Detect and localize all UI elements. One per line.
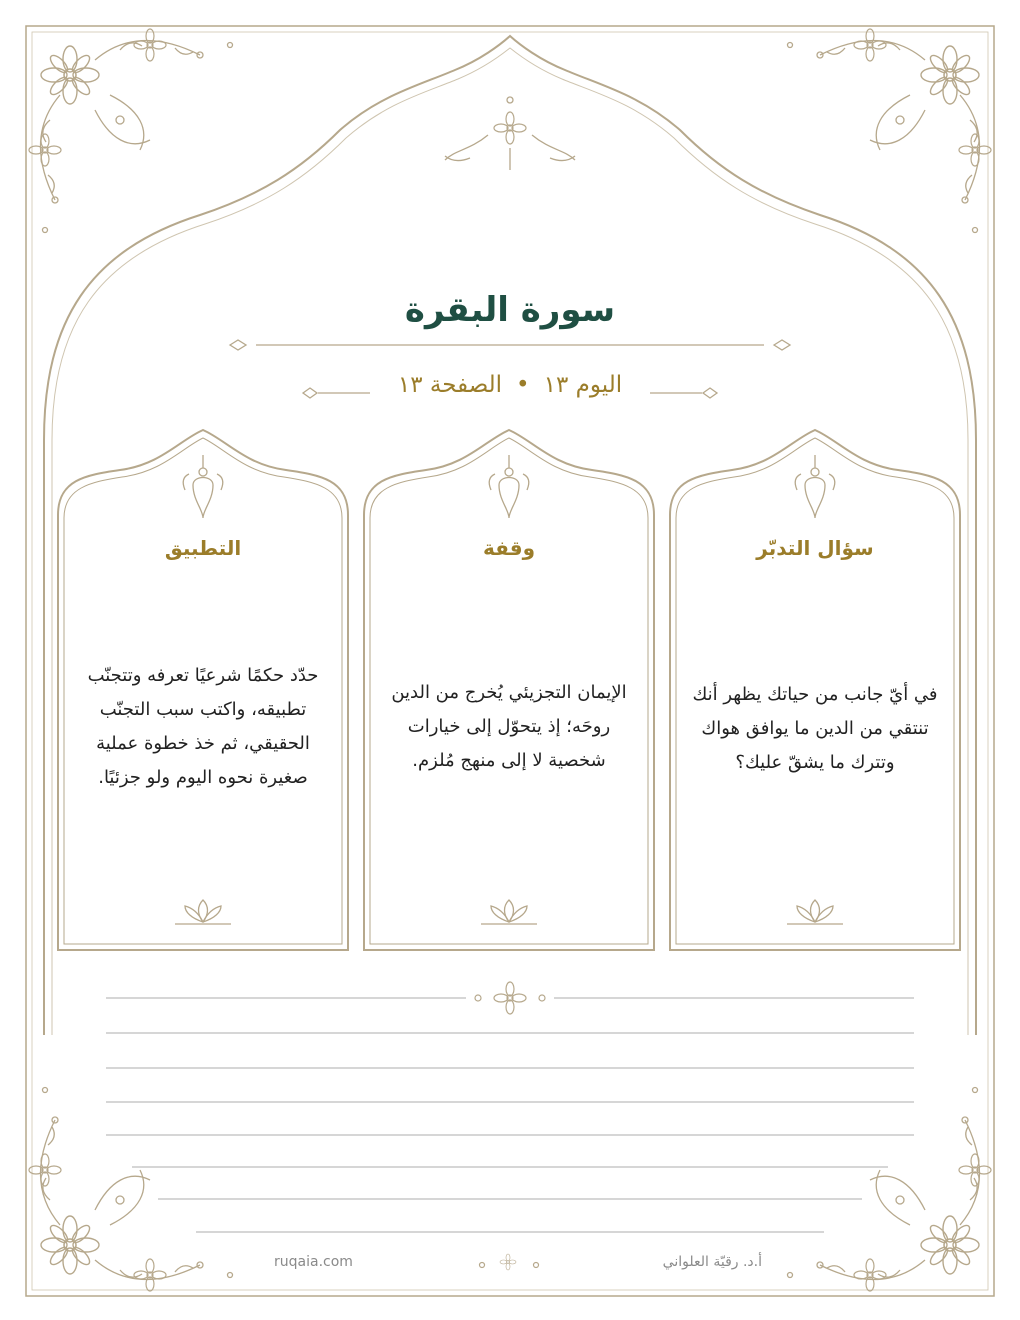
day-label: اليوم ١٣ (543, 372, 623, 398)
footer-website: ruqaia.com (274, 1254, 353, 1270)
card-body-reflection-question: في أيّ جانب من حياتك يظهر أنك تنتقي من الدين ما يوافق هواك وتترك ما يشقّ عليك؟ (692, 684, 938, 773)
day-page-subtitle (0, 372, 1020, 398)
card-heading-application: التطبيق (164, 536, 242, 560)
card-heading-reflection-question: سؤال التدبّر (756, 536, 874, 560)
page-title: سورة البقرة (404, 290, 616, 330)
card-heading-pause: وقفة (482, 536, 536, 560)
card-body-application: حدّد حكمًا شرعيًا تعرفه وتتجنّب تطبيقه، واكتب سبب التجنّب الحقيقي، ثم خذ خطوة عملية صغيرة نحوه اليوم ولو جزئيًا. (87, 665, 319, 788)
footer-author: أ.د. رقيّة العلواني (662, 1254, 762, 1270)
card-body-pause: الإيمان التجزيئي يُخرج من الدين روحَه؛ إذ يتحوّل إلى خيارات شخصية لا إلى منهج مُلزم. (391, 682, 627, 771)
separator-dot: • (516, 372, 530, 398)
page-label: الصفحة ١٣ (397, 372, 503, 398)
